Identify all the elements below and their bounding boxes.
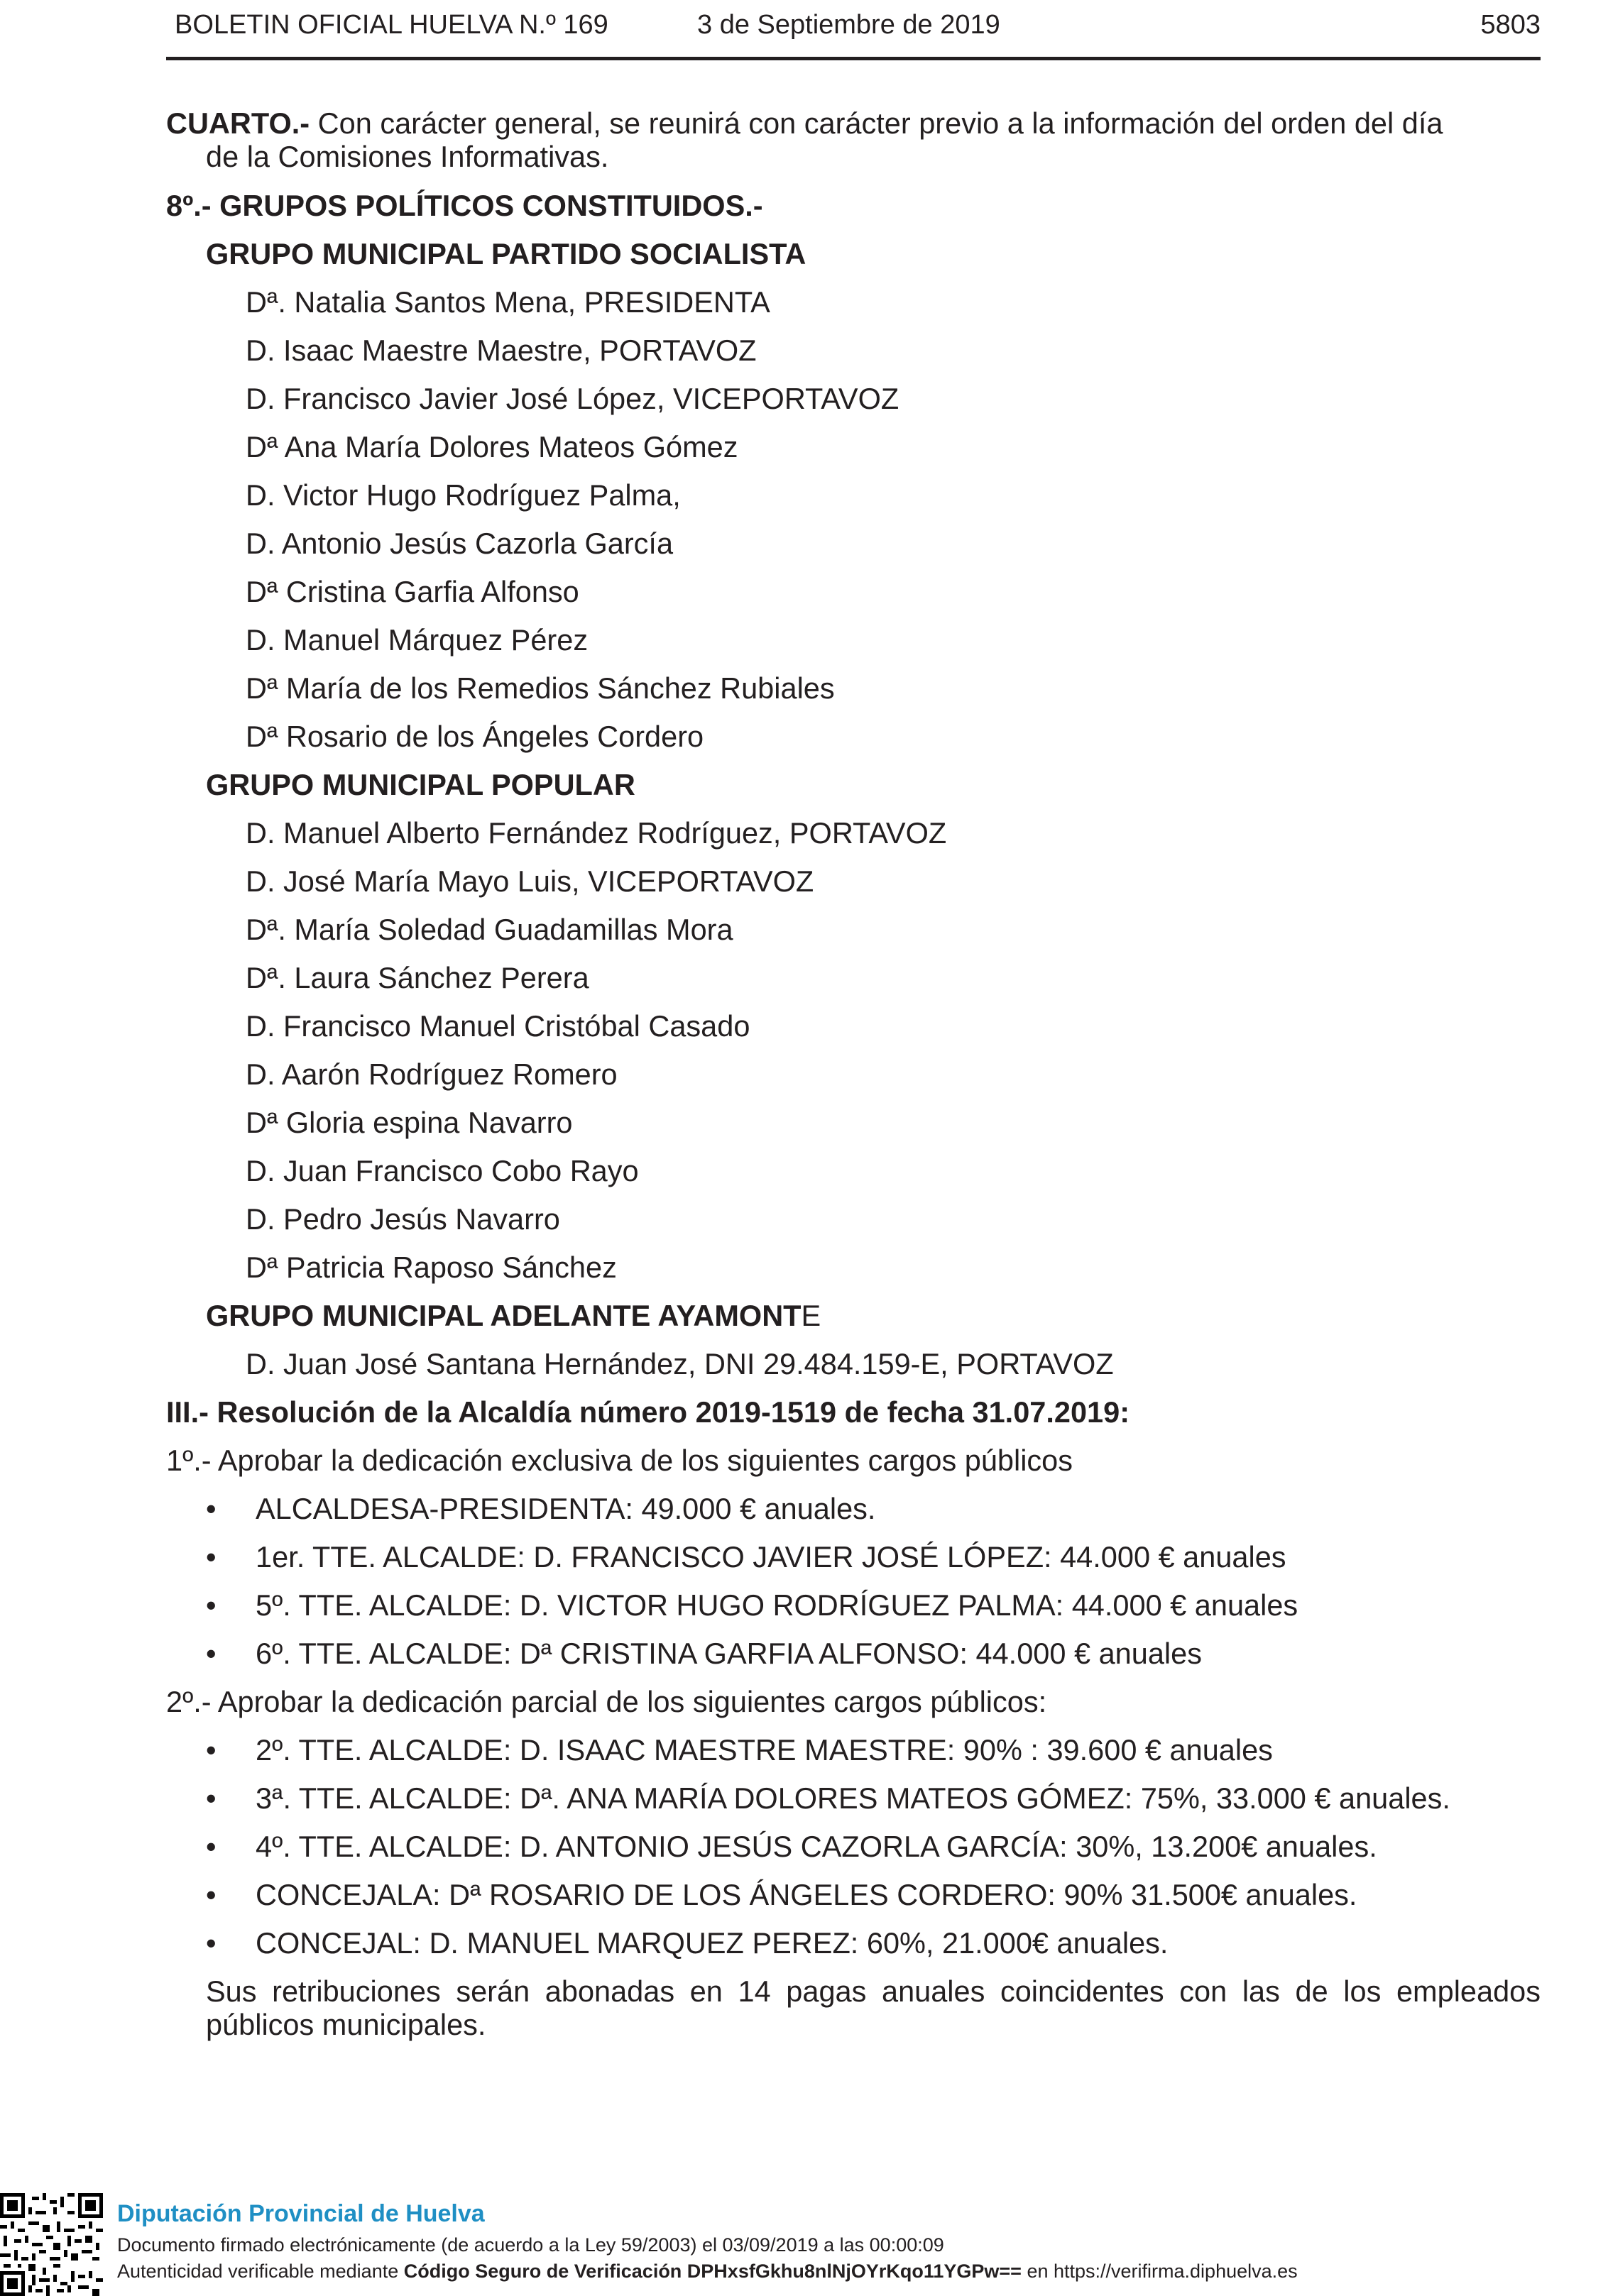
closing-paragraph: Sus retribuciones serán abonadas en 14 pagas anuales coincidentes con las de los empleados públicos municipales. <box>206 1974 1541 2041</box>
bullet-text: 3ª. TTE. ALCALDE: Dª. ANA MARÍA DOLORES MATEOS GÓMEZ: 75%, 33.000 € anuales. <box>256 1781 1450 1815</box>
member-item: Dª. Laura Sánchez Perera <box>246 961 589 994</box>
bullet-marker: • <box>206 1878 217 1911</box>
groups-heading: 8º.- GRUPOS POLÍTICOS CONSTITUIDOS.- <box>166 189 763 222</box>
header-rule <box>166 57 1541 60</box>
bullet-marker: • <box>206 1492 217 1525</box>
bullet-marker: • <box>206 1540 217 1573</box>
publication-name: BOLETIN OFICIAL HUELVA N.º 169 <box>175 10 608 40</box>
page-footer <box>0 2193 1608 2296</box>
member-item: D. José María Mayo Luis, VICEPORTAVOZ <box>246 864 814 898</box>
member-item: Dª María de los Remedios Sánchez Rubiales <box>246 671 835 705</box>
bullet-marker: • <box>206 1588 217 1622</box>
bullet-item <box>206 1733 1541 1767</box>
member-item: Dª Rosario de los Ángeles Cordero <box>246 720 704 753</box>
bullet-item <box>206 1830 1541 1863</box>
member-item: D. Juan José Santana Hernández, DNI 29.484.159-E, PORTAVOZ <box>246 1347 1114 1380</box>
point1-intro: 1º.- Aprobar la dedicación exclusiva de los siguientes cargos públicos <box>166 1444 1073 1477</box>
group-title-adelante-light: E <box>801 1299 821 1332</box>
footer-signature-line: Documento firmado electrónicamente (de acuerdo a la Ley 59/2003) el 03/09/2019 a las 00:00:09 <box>117 2234 944 2256</box>
point2-intro: 2º.- Aprobar la dedicación parcial de los siguientes cargos públicos: <box>166 1685 1047 1718</box>
member-item: D. Francisco Manuel Cristóbal Casado <box>246 1009 750 1043</box>
bullet-text: 4º. TTE. ALCALDE: D. ANTONIO JESÚS CAZORLA GARCÍA: 30%, 13.200€ anuales. <box>256 1830 1377 1863</box>
footer-verification-prefix: Autenticidad verificable mediante <box>117 2261 404 2282</box>
qr-code-icon <box>0 2193 103 2296</box>
bullet-item <box>206 1926 1541 1960</box>
footer-verification-line <box>117 2261 1298 2283</box>
member-item: D. Manuel Márquez Pérez <box>246 623 589 657</box>
bullet-text: CONCEJAL: D. MANUEL MARQUEZ PEREZ: 60%, 21.000€ anuales. <box>256 1926 1169 1960</box>
bullet-marker: • <box>206 1733 217 1767</box>
bullet-marker: • <box>206 1781 217 1815</box>
bullet-item <box>206 1878 1541 1911</box>
bullet-item <box>206 1492 1541 1525</box>
footer-verification-url: en https://verifirma.diphuelva.es <box>1021 2261 1298 2282</box>
bullet-text: 6º. TTE. ALCALDE: Dª CRISTINA GARFIA ALFONSO: 44.000 € anuales <box>256 1637 1202 1670</box>
bullet-text: 5º. TTE. ALCALDE: D. VICTOR HUGO RODRÍGUEZ PALMA: 44.000 € anuales <box>256 1588 1298 1622</box>
bullet-item <box>206 1637 1541 1670</box>
member-item: D. Francisco Javier José López, VICEPORTAVOZ <box>246 382 899 415</box>
group-title-adelante <box>206 1299 1541 1332</box>
member-item: Dª Cristina Garfia Alfonso <box>246 575 579 608</box>
publication-date: 3 de Septiembre de 2019 <box>697 10 1000 40</box>
bullet-text: 2º. TTE. ALCALDE: D. ISAAC MAESTRE MAESTRE: 90% : 39.600 € anuales <box>256 1733 1273 1767</box>
member-item: D. Juan Francisco Cobo Rayo <box>246 1154 639 1187</box>
footer-verification-code: Código Seguro de Verificación DPHxsfGkhu8nlNjOYrKqo11YGPw== <box>403 2261 1022 2282</box>
page-number: 5803 <box>1480 10 1541 40</box>
group-title-popular: GRUPO MUNICIPAL POPULAR <box>206 768 635 801</box>
footer-organization: Diputación Provincial de Huelva <box>117 2200 485 2227</box>
bullet-marker: • <box>206 1830 217 1863</box>
document-body <box>166 106 1541 2041</box>
member-item: Dª Patricia Raposo Sánchez <box>246 1251 617 1284</box>
bullet-marker: • <box>206 1637 217 1670</box>
bullet-text: ALCALDESA-PRESIDENTA: 49.000 € anuales. <box>256 1492 876 1525</box>
bullet-text: 1er. TTE. ALCALDE: D. FRANCISCO JAVIER JOSÉ LÓPEZ: 44.000 € anuales <box>256 1540 1286 1573</box>
group-title-adelante-bold: GRUPO MUNICIPAL ADELANTE AYAMONT <box>206 1299 802 1332</box>
page-header <box>166 6 1541 53</box>
member-item: D. Aarón Rodríguez Romero <box>246 1058 618 1091</box>
member-item: Dª. Natalia Santos Mena, PRESIDENTA <box>246 285 770 319</box>
member-item: D. Victor Hugo Rodríguez Palma, <box>246 478 681 512</box>
member-item: Dª. María Soledad Guadamillas Mora <box>246 913 733 946</box>
bullet-item <box>206 1588 1541 1622</box>
member-item: D. Pedro Jesús Navarro <box>246 1202 560 1236</box>
cuarto-text: Con carácter general, se reunirá con carácter previo a la información del orden del día <box>310 106 1443 140</box>
bullet-text: CONCEJALA: Dª ROSARIO DE LOS ÁNGELES CORDERO: 90% 31.500€ anuales. <box>256 1878 1357 1911</box>
group-title-socialista: GRUPO MUNICIPAL PARTIDO SOCIALISTA <box>206 237 806 270</box>
cuarto-paragraph <box>166 106 1541 173</box>
bullet-item <box>206 1781 1541 1815</box>
resolution-heading: III.- Resolución de la Alcaldía número 2019-1519 de fecha 31.07.2019: <box>166 1395 1130 1429</box>
bullet-item <box>206 1540 1541 1573</box>
cuarto-text-continued: de la Comisiones Informativas. <box>206 140 609 173</box>
member-item: Dª Ana María Dolores Mateos Gómez <box>246 430 738 463</box>
member-item: D. Manuel Alberto Fernández Rodríguez, PORTAVOZ <box>246 816 947 850</box>
bullet-marker: • <box>206 1926 217 1960</box>
member-item: D. Antonio Jesús Cazorla García <box>246 527 674 560</box>
member-item: D. Isaac Maestre Maestre, PORTAVOZ <box>246 334 757 367</box>
member-item: Dª Gloria espina Navarro <box>246 1106 573 1139</box>
cuarto-label: CUARTO.- <box>166 106 310 140</box>
